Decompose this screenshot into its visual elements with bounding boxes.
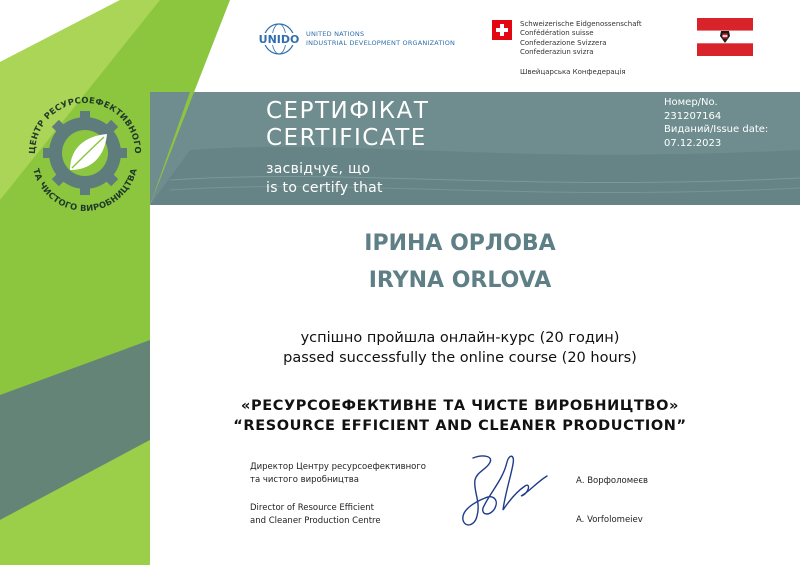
unido-name (306, 30, 455, 48)
course-passed-en: passed successfully the online course (20 hours) (283, 350, 637, 366)
unido-logo-text: UNIDO (258, 33, 300, 46)
swiss-name-it: Confederazione Svizzera (520, 38, 607, 47)
director-position-en (250, 502, 381, 527)
director-name-uk: А. Ворфоломеєв (576, 476, 649, 486)
certifies-text (266, 160, 383, 198)
signature-image (455, 450, 555, 535)
unido-name-line1: UNITED NATIONS (306, 30, 365, 38)
director-name-en: A. Vorfolomeiev (576, 515, 643, 525)
centre-logo (10, 78, 160, 228)
certificate-meta (664, 96, 768, 150)
recipient-name-uk: ІРИНА ОРЛОВА (364, 231, 556, 256)
number-label: Номер/No. (664, 97, 718, 108)
swiss-confederation-names (520, 20, 642, 58)
certificate-title (266, 98, 429, 152)
director-position-en-line1: Director of Resource Efficient (250, 503, 374, 513)
austria-flag-icon (697, 18, 753, 56)
certifies-en: is to certify that (266, 180, 383, 196)
certificate-title-uk: СЕРТИФІКАТ (266, 98, 430, 124)
logo-ring-top: ЦЕНТР РЕСУРСОЕФЕКТИВНОГО (26, 94, 144, 155)
director-position-uk-line1: Директор Центру ресурсоефективного (250, 462, 427, 472)
swiss-name-de: Schweizerische Eidgenossenschaft (520, 20, 642, 28)
certifies-uk: засвідчує, що (266, 161, 371, 177)
number-value: 231207164 (664, 110, 722, 122)
director-position-en-line2: and Cleaner Production Centre (250, 515, 381, 526)
swiss-name-uk: Швейцарська Конфедерація (520, 68, 626, 76)
course-completion (180, 328, 740, 368)
issue-date-value: 07.12.2023 (664, 137, 722, 149)
recipient-name-en: IRYNA ORLOVA (368, 268, 552, 293)
unido-name-line2: INDUSTRIAL DEVELOPMENT ORGANIZATION (306, 39, 456, 47)
course-passed-uk: успішно пройшла онлайн-курс (20 годин) (300, 330, 620, 346)
director-position-uk (250, 461, 426, 486)
swiss-name-rm: Confederaziun svizra (520, 48, 594, 57)
course-title (170, 396, 750, 436)
issue-date-label: Виданий/Issue date: (664, 124, 769, 135)
course-title-en: “RESOURCE EFFICIENT AND CLEANER PRODUCTION” (233, 418, 687, 434)
logo-ring-bottom: ТА ЧИСТОГО ВИРОБНИЦТВА (31, 167, 139, 214)
certificate-title-en: CERTIFICATE (266, 125, 427, 151)
course-title-uk: «РЕСУРСОЕФЕКТИВНЕ ТА ЧИСТЕ ВИРОБНИЦТВО» (241, 398, 679, 414)
swiss-flag-icon (492, 20, 512, 40)
unido-logo (256, 22, 302, 56)
swiss-name-fr: Confédération suisse (520, 29, 594, 38)
director-position-uk-line2: та чистого виробництва (250, 474, 360, 485)
